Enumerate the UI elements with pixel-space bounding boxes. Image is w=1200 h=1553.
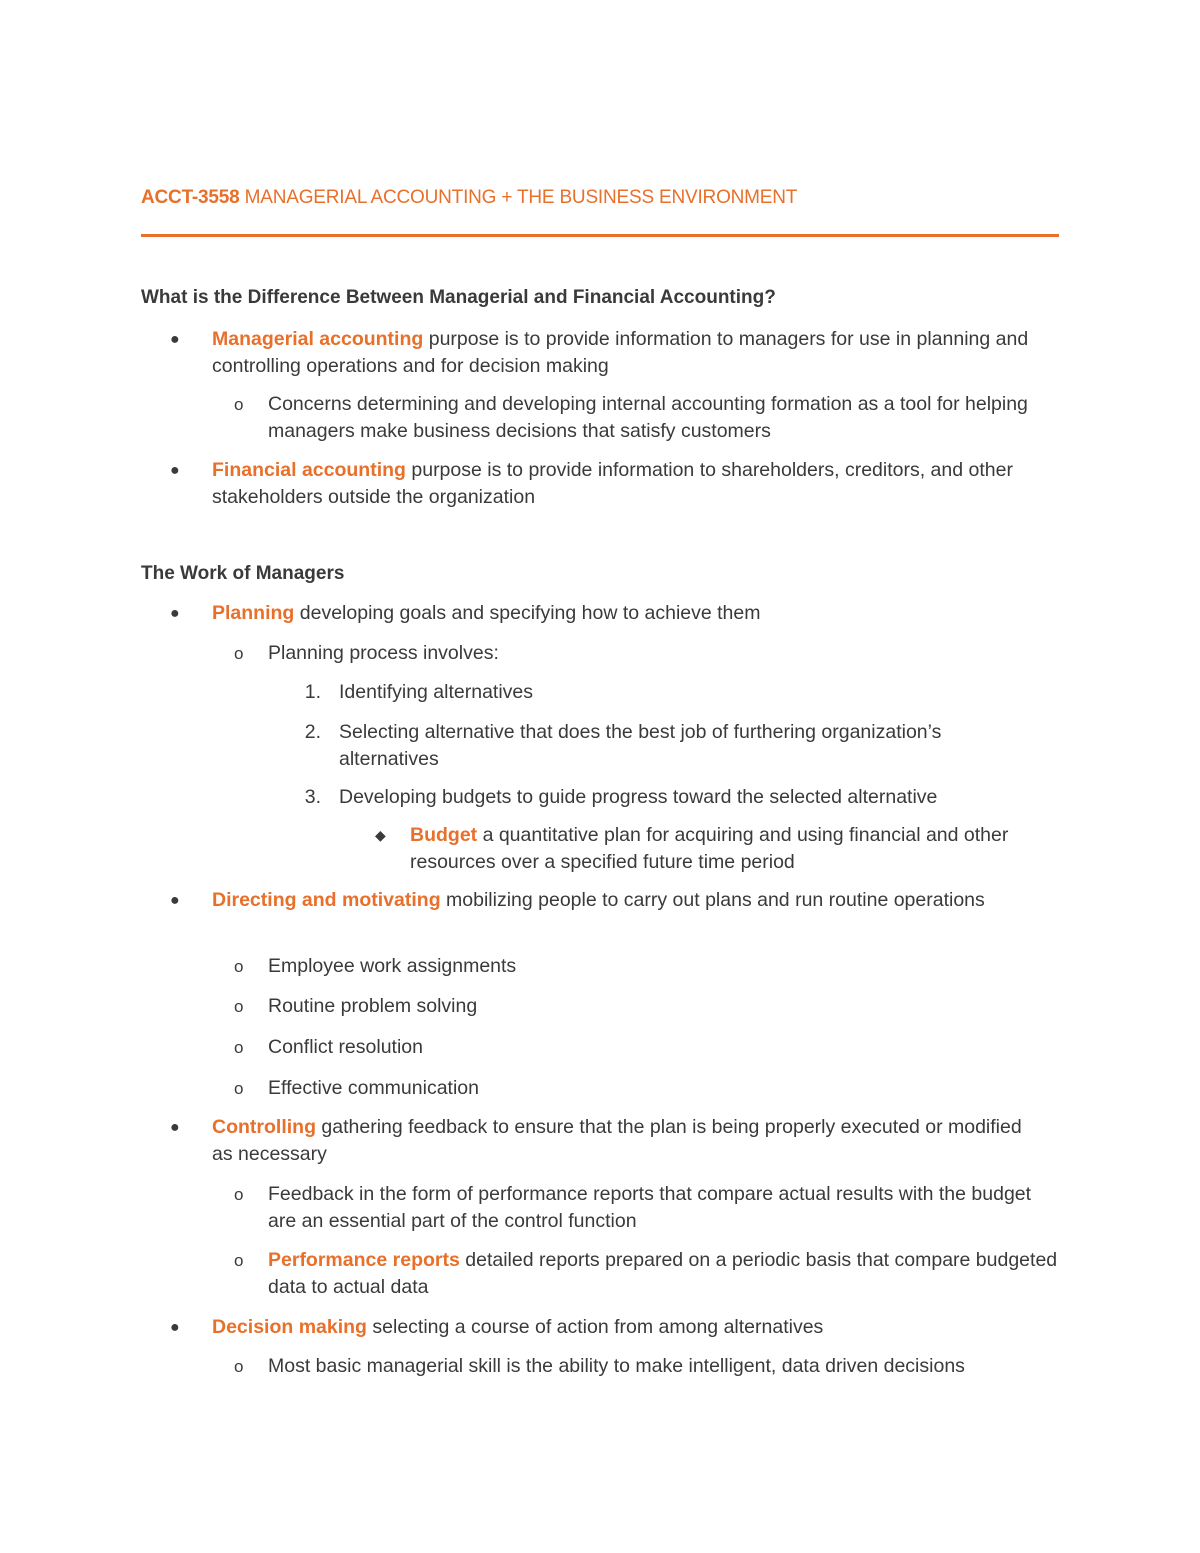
list-item-financial [212,457,1052,511]
sub-bullet-circle: o [234,1038,244,1057]
sub-bullet-circle: o [234,997,244,1016]
course-title: MANAGERIAL ACCOUNTING + THE BUSINESS ENVIRONMENT [244,187,798,208]
sub-bullet-circle: o [234,957,244,976]
sub-bullet-circle: o [234,395,244,414]
step-number: 2. [304,721,321,743]
term-performance-reports: Performance reports [268,1249,460,1271]
step-item: Developing budgets to guide progress toward the selected alternative [339,786,938,808]
sub-item-managerial: Concerns determining and developing internal accounting formation as a tool for helping managers make business decisions that satisfy customers [268,393,1028,442]
definition-text: a quantitative plan for acquiring and using financial and other resources over a specified future time period [410,824,1009,873]
section-heading-work-of-managers: The Work of Managers [141,563,345,584]
sub-item-planning-process: Planning process involves: [268,642,499,664]
term-directing-motivating: Directing and motivating [212,889,441,911]
step-number: 3. [304,786,321,808]
section-heading-difference: What is the Difference Between Managerial and Financial Accounting? [141,287,776,308]
term-planning: Planning [212,602,295,624]
sub-item-decision: Most basic managerial skill is the ability to make intelligent, data driven decisions [268,1355,965,1377]
list-item-controlling [212,1114,1042,1168]
step-number: 1. [304,681,321,703]
diamond-bullet-icon: ◆ [375,827,386,843]
list-item-planning [212,600,1042,627]
definition-text: detailed reports prepared on a periodic basis that compare budgeted data to actual data [268,1249,1058,1298]
course-code: ACCT-3558 [141,187,240,208]
bullet-dot: ● [170,605,180,622]
list-item-managerial [212,326,1042,380]
bullet-dot: ● [170,462,180,479]
sub-bullet-circle: o [234,1251,244,1270]
sub-bullet-circle: o [234,644,244,663]
sub-item-budget [410,822,1040,876]
definition-text: purpose is to provide information to managers for use in planning and controlling operations and for decision making [212,328,1029,377]
definition-text: mobilizing people to carry out plans and run routine operations [446,889,985,911]
sub-bullet-circle: o [234,1185,244,1204]
term-financial-accounting: Financial accounting [212,459,406,481]
sub-item: Routine problem solving [268,995,478,1017]
title-divider [141,234,1059,237]
definition-text: developing goals and specifying how to achieve them [299,602,761,624]
list-item-directing [212,887,992,914]
sub-bullet-circle: o [234,1357,244,1376]
term-decision-making: Decision making [212,1316,367,1338]
step-item: Identifying alternatives [339,681,534,703]
sub-item-feedback: Feedback in the form of performance reports that compare actual results with the budget are an essential part of the control function [268,1183,1032,1232]
definition-text: selecting a course of action from among alternatives [372,1316,824,1338]
document-title [141,187,797,209]
bullet-dot: ● [170,1319,180,1336]
list-item-decision-making [212,1314,1052,1341]
definition-text: gathering feedback to ensure that the plan is being properly executed or modified as necessary [212,1116,1022,1165]
term-budget: Budget [410,824,478,846]
term-controlling: Controlling [212,1116,316,1138]
definition-text: purpose is to provide information to shareholders, creditors, and other stakeholders outside the organization [212,459,1013,508]
bullet-dot: ● [170,892,180,909]
bullet-dot: ● [170,331,180,348]
step-item: Selecting alternative that does the best job of furthering organization’s alternatives [339,721,942,770]
sub-item: Employee work assignments [268,955,517,977]
sub-item-performance-reports [268,1247,1058,1301]
bullet-dot: ● [170,1119,180,1136]
sub-item: Conflict resolution [268,1036,423,1058]
sub-item: Effective communication [268,1077,479,1099]
sub-bullet-circle: o [234,1079,244,1098]
term-managerial-accounting: Managerial accounting [212,328,424,350]
